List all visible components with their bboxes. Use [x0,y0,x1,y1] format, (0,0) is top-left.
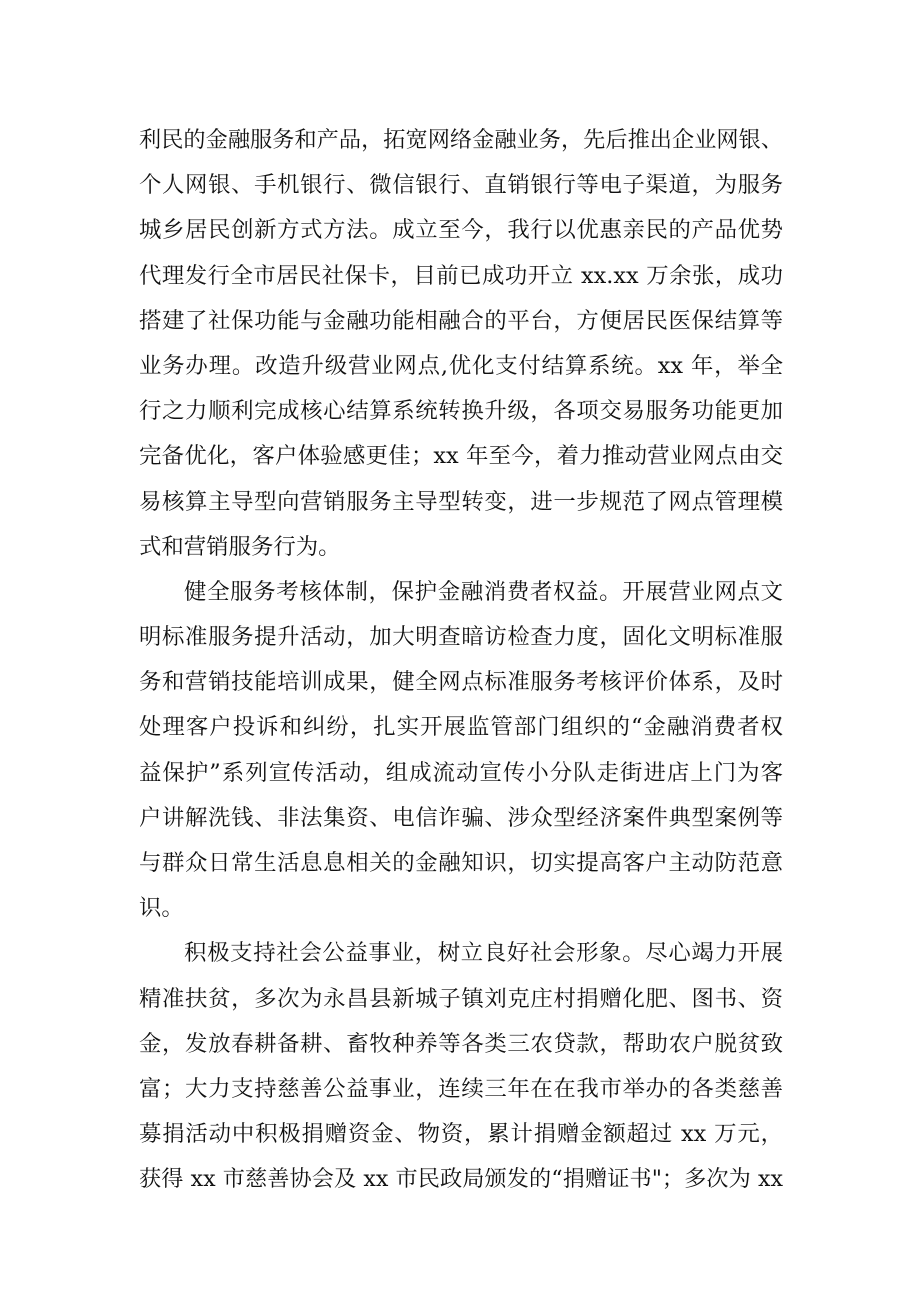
text-line: 户讲解洗钱、非法集资、电信诈骗、涉众型经济案件典型案例等 [139,804,783,831]
text-line: 益保护”系列宣传活动，组成流动宣传小分队走街进店上门为客 [139,759,783,786]
text-line: 获得 xx 市慈善协会及 xx 市民政局颁发的“捐赠证书"；多次为 xx [139,1166,783,1193]
text-line: 式和营销服务行为。 [139,533,341,560]
text-line: 金，发放春耕备耕、畜牧种养等各类三农贷款，帮助农户脱贫致 [139,1030,783,1057]
text-line: 完备优化，客户体验感更佳；xx 年至今，着力推动营业网点由交 [139,443,783,470]
text-line: 行之力顺利完成核心结算系统转换升级，各项交易服务功能更加 [139,398,783,425]
text-line: 募捐活动中积极捐赠资金、物资，累计捐赠金额超过 xx 万元， [139,1121,783,1148]
paragraph-3 [139,931,783,1202]
text-line: 易核算主导型向营销服务主导型转变，进一步规范了网点管理模 [139,488,783,515]
text-line: 处理客户投诉和纠纷，扎实开展监管部门组织的“金融消费者权 [139,714,783,741]
text-line: 识。 [139,895,184,922]
paragraph-2 [139,570,783,932]
text-line: 精准扶贫，多次为永昌县新城子镇刘克庄村捐赠化肥、图书、资 [139,985,783,1012]
paragraph-1 [139,118,783,570]
text-line: 明标准服务提升活动，加大明查暗访检查力度，固化文明标准服 [139,624,783,651]
document-page [139,118,783,1203]
text-line: 健全服务考核体制，保护金融消费者权益。开展营业网点文 [184,578,783,605]
text-line: 城乡居民创新方式方法。成立至今，我行以优惠亲民的产品优势 [139,217,783,244]
text-line: 与群众日常生活息息相关的金融知识，切实提高客户主动防范意 [139,850,783,876]
text-line: 搭建了社保功能与金融功能相融合的平台，方便居民医保结算等 [139,307,783,334]
text-line: 利民的金融服务和产品，拓宽网络金融业务，先后推出企业网银、 [139,127,783,153]
text-line: 个人网银、手机银行、微信银行、直销银行等电子渠道，为服务 [139,172,783,199]
text-line: 积极支持社会公益事业，树立良好社会形象。尽心竭力开展 [184,940,783,967]
text-line: 务和营销技能培训成果，健全网点标准服务考核评价体系，及时 [139,669,783,696]
text-line: 富；大力支持慈善公益事业，连续三年在在我市举办的各类慈善 [139,1075,783,1102]
text-line: 业务办理。改造升级营业网点,优化支付结算系统。xx 年，举全 [139,352,783,379]
text-line: 代理发行全市居民社保卡，目前已成功开立 xx.xx 万余张，成功 [139,262,783,289]
